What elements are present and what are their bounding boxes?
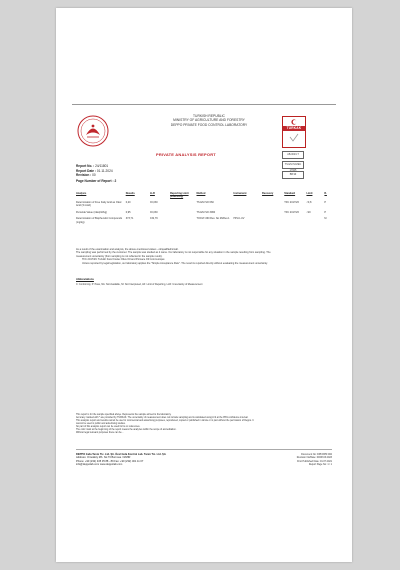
company-info bbox=[76, 453, 166, 467]
page-number-label: Page Number of Report : bbox=[76, 179, 114, 183]
col-r: R. bbox=[324, 192, 327, 195]
abbreviations-text: C: Conformity, P: Pass, NA: Not Available, NI: Not Interpreted, LR: Limit of Reporting, LLR: Uncertainty of Measurement bbox=[76, 283, 203, 286]
note-line: measurement uncertainty (from sampling is not reflected in the sample result). bbox=[76, 254, 163, 258]
cell-limit bbox=[306, 216, 324, 226]
company-phone: Phone: +90 (232) 435 35 88 - 89 Fax: +90 (232) 461 11 07 bbox=[76, 459, 144, 463]
doc-number: Document No: DPF.RPR.002 bbox=[301, 453, 332, 456]
cell-llr: ±0,030 bbox=[150, 200, 158, 204]
disclaimer-line: No part of this analysis report can be used forms or references. bbox=[76, 426, 141, 428]
page-number-value: 2 bbox=[114, 179, 117, 183]
turkak-logo-icon bbox=[282, 116, 306, 148]
cell-limit: <0,8 bbox=[306, 200, 312, 204]
disclaimer-line: Accuracy marked with * are provided by TÜRKAK. The uncertainty of measurement does not include sampling and is calculated using k=2 at the 95% confidence interval. bbox=[76, 417, 249, 419]
first-published: First Published Date: 01.07.2021 bbox=[297, 459, 332, 463]
company-name: DEPPO Gıda Tarım Tic. Ltd. Şti. Özel Gıda Kontrol Lab. Tarım Tic. Ltd. Şti. bbox=[76, 453, 167, 456]
revision-number: Revision No/Date: 00/08.03.2023 bbox=[296, 456, 332, 460]
ministry-emblem-icon bbox=[76, 114, 110, 148]
report-meta bbox=[76, 164, 113, 178]
cell-standard: TFC 2017/26 bbox=[284, 200, 299, 204]
report-date-label: Report Date : bbox=[76, 168, 97, 173]
company-web: info@deppolab.com www.deppolab.com bbox=[76, 463, 123, 467]
col-limit: Limit bbox=[306, 192, 313, 195]
cell-r: P bbox=[324, 210, 327, 214]
table-row bbox=[76, 209, 334, 216]
table-header-row bbox=[76, 192, 334, 199]
cell-recovery bbox=[262, 209, 284, 216]
cell-reporting-limit bbox=[170, 209, 196, 216]
table-row bbox=[76, 199, 334, 209]
disclaimer-line: Without legal relevant purposes there can be... bbox=[76, 432, 124, 434]
accreditation-block bbox=[282, 116, 304, 179]
cell-standard bbox=[284, 216, 306, 226]
cell-recovery bbox=[262, 199, 284, 209]
col-reporting-limit: Reporting Limit (LOR/LOQ) bbox=[170, 192, 189, 199]
document-page bbox=[56, 8, 352, 562]
cell-recovery bbox=[262, 216, 284, 226]
report-title: PRIVATE ANALYSIS REPORT bbox=[156, 152, 216, 157]
col-method: Method bbox=[196, 192, 206, 195]
note-line: The sampling was performed by the customer. The sample was studied as it came. Our laboratory is not responsible for any situation in the sample resulting from sampling. The bbox=[76, 251, 271, 255]
report-date-value: 01.11.2024 bbox=[96, 168, 113, 173]
company-address: Address: Ornekköy Mh. No:73 Bornova / IZMIR bbox=[76, 456, 131, 460]
col-results: Results bbox=[125, 192, 135, 195]
footer-divider bbox=[76, 449, 332, 450]
cell-analysis: Peroxide Value (mEqO2/kg) bbox=[76, 210, 107, 214]
revision-value: 00 bbox=[92, 173, 96, 178]
cell-method: TS EN ISO 3960 bbox=[196, 210, 216, 214]
col-recovery: Recovery bbox=[262, 192, 274, 195]
document-info bbox=[297, 453, 332, 467]
cell-standard: TFC 2017/26 bbox=[284, 210, 299, 214]
page-number bbox=[76, 179, 116, 183]
revision-label: Revision : bbox=[76, 173, 92, 178]
disclaimer-line: This analysis report and results cannot be use for commercial and advertising purposes, reproduced, copied or published in whole or in part without the permission of Deppo. It bbox=[76, 420, 254, 422]
cell-results: 0,20 bbox=[125, 200, 131, 204]
disclaimer-block bbox=[76, 414, 326, 435]
abbreviations-title: Abbreviations bbox=[76, 278, 94, 281]
header-divider bbox=[72, 104, 336, 105]
ministry-line-2: MINISTRY OF AGRICULTURE AND FORESTRY bbox=[173, 118, 245, 123]
report-no-value: 24/11801 bbox=[95, 164, 109, 168]
note-line: TFC 2017/26: Turkish Food Codex Olive Oil and Pomace Oil Communiqué bbox=[82, 258, 165, 262]
results-table bbox=[76, 192, 334, 225]
accreditation-code: BB.99 bbox=[282, 171, 304, 179]
ministry-line-3: DEPPO PRIVATE FOOD CONTROL LABORATORY bbox=[170, 122, 248, 127]
col-instrument: Instrument bbox=[233, 192, 247, 195]
cell-reporting-limit bbox=[170, 216, 196, 226]
disclaimer-line: This report is for the sample specified above. Represents the sample arrived to the laboratory. bbox=[76, 414, 172, 416]
cell-llr: ±0,030 bbox=[150, 210, 158, 214]
disclaimer-line: cannot be used in public and advertising studies. bbox=[76, 423, 126, 425]
cell-analysis: Determination of Free Fatty Acid as Oleic Acid (% Acid) bbox=[76, 200, 122, 208]
col-llr: LLR bbox=[150, 192, 155, 195]
cell-llr: ±32,79 bbox=[150, 217, 158, 221]
cell-analysis: Determination of Biophenolic Compounds (mg/kg) bbox=[76, 217, 123, 224]
cell-r: M bbox=[324, 217, 327, 221]
note-line: Unless reported by legal legislation, our laboratory applies the "Simple Acceptance Rule". The result is reported directly without evaluating the measurement uncertainty. bbox=[82, 261, 268, 265]
note-line: As a result of the examination and analysis, the above-mentioned values - ok/qualified/small. bbox=[76, 248, 179, 251]
cell-method: TOOLT-360 Rev. No 26/Rev.1 bbox=[196, 217, 230, 221]
cell-results: 373,71 bbox=[125, 217, 134, 221]
cell-instrument: HPLC-UV bbox=[233, 217, 245, 221]
cell-instrument bbox=[234, 209, 263, 216]
accreditation-standard: TS EN ISO/IEC 17025 bbox=[282, 161, 304, 169]
cell-instrument bbox=[234, 199, 263, 209]
report-page-of: Report Page No: 1 / 1 bbox=[308, 463, 332, 467]
evaluation-notes bbox=[76, 248, 334, 265]
cell-method: TS EN ISO 660 bbox=[196, 200, 214, 204]
disclaimer-line: The color mark at the beginning of the report means the analyzes within the scope of accreditation. bbox=[76, 429, 177, 431]
cell-r: P bbox=[324, 200, 327, 204]
ministry-line-1: TURKISH REPUBLIC bbox=[193, 114, 225, 118]
accreditation-info bbox=[282, 151, 304, 179]
table-row bbox=[76, 216, 334, 226]
turkak-badge-text: TÜRKAK bbox=[283, 126, 305, 131]
cell-reporting-limit bbox=[170, 199, 196, 209]
accreditation-number: AB-0023-T bbox=[282, 151, 304, 159]
report-no-label: Report No. : bbox=[76, 164, 95, 168]
col-standard: Standard bbox=[284, 192, 296, 195]
ministry-heading bbox=[122, 114, 296, 127]
col-analysis: Analysis bbox=[76, 192, 87, 195]
cell-results: 0,95 bbox=[125, 210, 131, 214]
cell-limit: <20 bbox=[306, 210, 311, 214]
